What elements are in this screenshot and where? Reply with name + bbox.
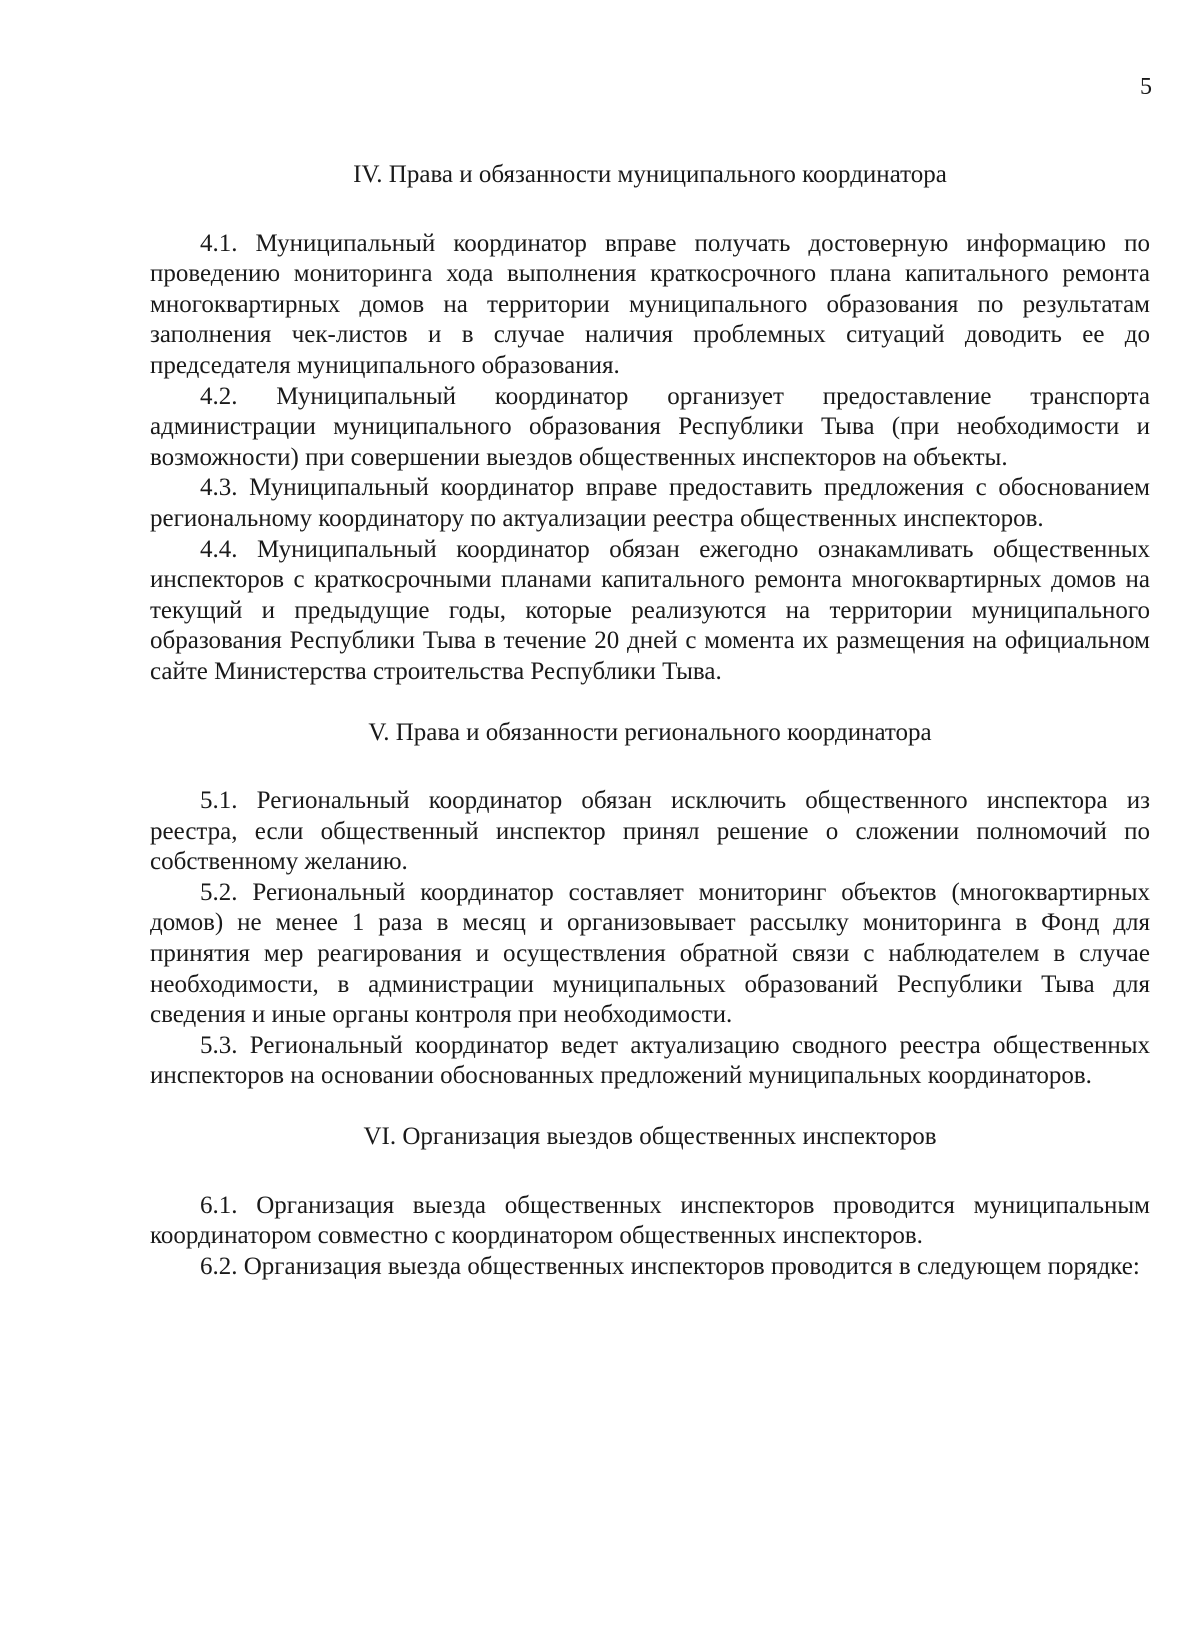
section-heading-v: V. Права и обязанности регионального координатора	[368, 718, 932, 746]
paragraph-5-1: 5.1. Региональный координатор обязан исключить общественного инспектора из реестра, если общественный инспектор принял решение о сложении полномочий по собственному желанию.	[150, 787, 1150, 876]
paragraph-6-1: 6.1. Организация выезда общественных инспекторов проводится муниципальным координатором совместно с координатором общественных инспекторов.	[150, 1191, 1150, 1250]
section-heading-vi: VI. Организация выездов общественных инспекторов	[363, 1123, 937, 1151]
section-iv	[150, 160, 1150, 688]
section-v	[150, 718, 1150, 1093]
section-heading-iv: IV. Права и обязанности муниципального координатора	[353, 161, 947, 188]
paragraph-5-2: 5.2. Региональный координатор составляет мониторинг объектов (многоквартирных домов) не менее 1 раза в месяц и организовывает рассылку мониторинга в Фонд для принятия мер реагирования и осуществления обратной связи с наблюдателем в случае необходимости, в администрации муниципальных образований Республики Тыва для сведения и иные органы контроля при необходимости.	[150, 878, 1150, 1029]
page-number: 5	[1140, 74, 1152, 100]
section-vi	[150, 1122, 1150, 1282]
paragraph-4-1: 4.1. Муниципальный координатор вправе получать достоверную информацию по проведению мониторинга хода выполнения краткосрочного плана капитального ремонта многоквартирных домов на территории муниципального образования по результатам заполнения чек-листов и в случае наличия проблемных ситуаций доводить ее до председателя муниципального образования.	[150, 229, 1150, 379]
paragraph-4-3: 4.3. Муниципальный координатор вправе предоставить предложения с обоснованием региональному координатору по актуализации реестра общественных инспекторов.	[150, 474, 1150, 532]
document-body	[150, 160, 1150, 1282]
paragraph-4-2: 4.2. Муниципальный координатор организует предоставление транспорта администрации муниципального образования Республики Тыва (при необходимости и возможности) при совершении выездов общественных инспекторов на объекты.	[150, 382, 1150, 471]
paragraph-5-3: 5.3. Региональный координатор ведет актуализацию сводного реестра общественных инспекторов на основании обоснованных предложений муниципальных координаторов.	[150, 1031, 1150, 1090]
paragraph-6-2: 6.2. Организация выезда общественных инспекторов проводится в следующем порядке:	[200, 1252, 1140, 1280]
paragraph-4-4: 4.4. Муниципальный координатор обязан ежегодно ознакамливать общественных инспекторов с краткосрочными планами капитального ремонта многоквартирных домов на текущий и предыдущие годы, которые реализуются на территории муниципального образования Республики Тыва в течение 20 дней с момента их размещения на официальном сайте Министерства строительства Республики Тыва.	[150, 535, 1150, 685]
